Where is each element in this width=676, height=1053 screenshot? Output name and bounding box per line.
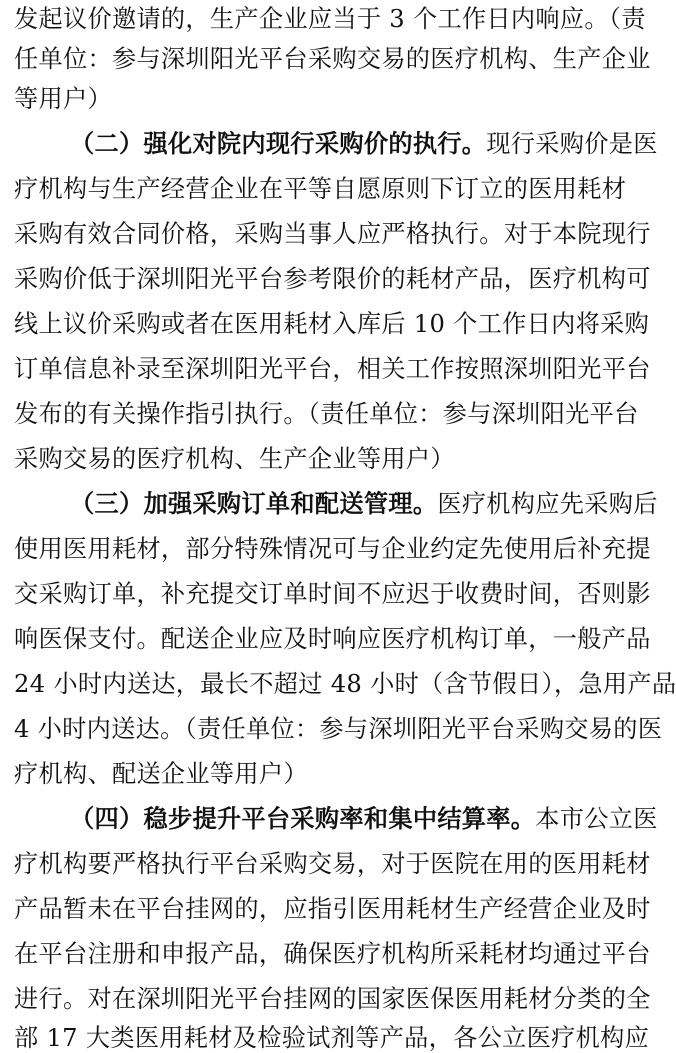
text-line: 订单信息补录至深圳阳光平台，相关工作按照深圳阳光平台 (14, 355, 651, 383)
text-line: 24 小时内送达，最长不超过 48 小时（含节假日），急用产品 (14, 670, 676, 698)
section-2-heading: （二）强化对院内现行采购价的执行。 (70, 129, 487, 158)
section-2-line (70, 129, 658, 159)
text-line: 在平台注册和申报产品，确保医疗机构所采耗材均通过平台 (14, 940, 651, 968)
section-3-line (70, 489, 658, 519)
section-4-heading: （四）稳步提升平台采购率和集中结算率。 (70, 804, 536, 833)
text-line: 采购交易的医疗机构、生产企业等用户） (14, 445, 455, 473)
text-line: 采购价低于深圳阳光平台参考限价的耗材产品，医疗机构可 (14, 265, 651, 293)
text-line: 等用户） (14, 85, 112, 113)
text-line: 采购有效合同价格，采购当事人应严格执行。对于本院现行 (14, 220, 651, 248)
section-3-text: 医疗机构应先采购后 (437, 490, 658, 518)
section-4-line (70, 804, 658, 834)
text-line: 疗机构、配送企业等用户） (14, 760, 308, 788)
text-line: 任单位：参与深圳阳光平台采购交易的医疗机构、生产企业 (14, 45, 651, 73)
text-line: 疗机构要严格执行平台采购交易，对于医院在用的医用耗材 (14, 850, 651, 878)
text-line: 进行。对在深圳阳光平台挂网的国家医保医用耗材分类的全 (14, 985, 651, 1013)
text-line: 交采购订单，补充提交订单时间不应迟于收费时间，否则影 (14, 580, 651, 608)
text-line: 线上议价采购或者在医用耗材入库后 10 个工作日内将采购 (14, 310, 650, 338)
text-line: 发起议价邀请的，生产企业应当于 3 个工作日内响应。（责 (14, 5, 646, 33)
text-line: 使用医用耗材，部分特殊情况可与企业约定先使用后补充提 (14, 535, 651, 563)
section-3-heading: （三）加强采购订单和配送管理。 (70, 489, 438, 518)
text-line: 产品暂未在平台挂网的，应指引医用耗材生产经营企业及时 (14, 895, 651, 923)
section-4-text: 本市公立医 (535, 805, 658, 833)
text-line: 部 17 大类医用耗材及检验试剂等产品，各公立医疗机构应 (14, 1024, 650, 1052)
text-line: 疗机构与生产经营企业在平等自愿原则下订立的医用耗材 (14, 175, 627, 203)
text-line: 响医保支付。配送企业应及时响应医疗机构订单，一般产品 (14, 625, 651, 653)
text-line: 4 小时内送达。（责任单位：参与深圳阳光平台采购交易的医 (14, 715, 663, 743)
text-line: 发布的有关操作指引执行。（责任单位：参与深圳阳光平台 (14, 400, 639, 428)
section-2-text: 现行采购价是医 (486, 130, 658, 158)
